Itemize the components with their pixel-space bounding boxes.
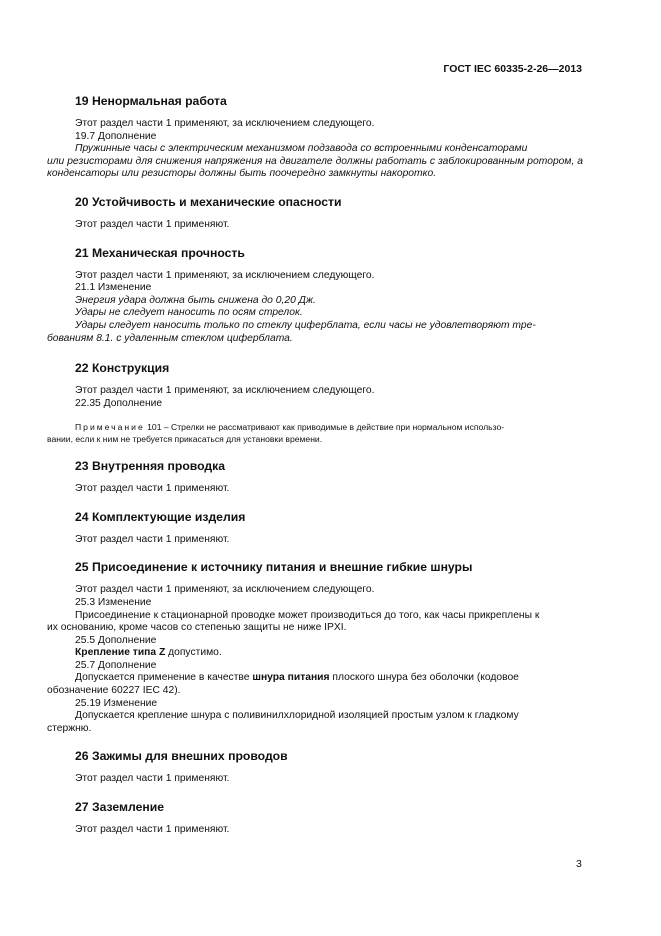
paragraph-italic: Пружинные часы с электрическим механизмом подзавода со встроенными конденсаторами bbox=[75, 143, 528, 155]
note-continued: вании, если к ним не требуется прикасаться для установки времени. bbox=[47, 433, 323, 444]
section-25 bbox=[47, 560, 583, 735]
term-bold: Крепление типа Z bbox=[75, 647, 166, 659]
section-19 bbox=[47, 94, 583, 181]
section-heading: 27 Заземление bbox=[75, 800, 165, 815]
note-label: Примечание bbox=[75, 422, 145, 433]
paragraph bbox=[75, 672, 583, 685]
paragraph: Этот раздел части 1 применяют, за исключением следующего. bbox=[75, 584, 375, 596]
page-number: 3 bbox=[576, 858, 582, 870]
paragraph: Этот раздел части 1 применяют, за исключением следующего. bbox=[75, 269, 375, 281]
note bbox=[75, 422, 583, 433]
subclause-label: 25.19 Изменение bbox=[75, 697, 158, 709]
section-heading: 22 Конструкция bbox=[75, 361, 170, 376]
paragraph-text: плоского шнура без оболочки (кодовое bbox=[329, 672, 519, 684]
paragraph: Этот раздел части 1 применяют, за исключением следующего. bbox=[75, 118, 375, 129]
paragraph: Этот раздел части 1 применяют. bbox=[75, 773, 230, 785]
section-heading: 25 Присоединение к источнику питания и внешние гибкие шнуры bbox=[75, 560, 473, 575]
section-23 bbox=[75, 459, 583, 496]
section-26 bbox=[75, 749, 583, 786]
paragraph: Этот раздел части 1 применяют. bbox=[75, 533, 230, 545]
paragraph-italic-continued: бованиям 8.1. с удаленным стеклом циферблата. bbox=[47, 332, 293, 344]
subclause-label: 19.7 Дополнение bbox=[75, 130, 157, 142]
paragraph-text: допустимо. bbox=[165, 647, 222, 659]
subclause-label: 21.1 Изменение bbox=[75, 282, 152, 294]
paragraph: Этот раздел части 1 применяют. bbox=[75, 218, 230, 230]
paragraph-continued: их основанию, кроме часов со степенью защиты не ниже IPXI. bbox=[47, 622, 347, 634]
subclause-label: 25.7 Дополнение bbox=[75, 659, 157, 671]
paragraph: Допускается крепление шнура с поливинилхлоридной изоляцией простым узлом к гладкому bbox=[75, 710, 519, 722]
section-heading: 24 Комплектующие изделия bbox=[75, 509, 246, 524]
paragraph: Присоединение к стационарной проводке может производиться до того, как часы прикреплены к bbox=[75, 609, 540, 621]
paragraph: Этот раздел части 1 применяют. bbox=[75, 483, 230, 495]
paragraph bbox=[75, 647, 583, 660]
term-bold: шнура питания bbox=[252, 672, 330, 684]
paragraph-continued: обозначение 60227 IEC 42). bbox=[47, 685, 181, 697]
section-heading: 21 Механическая прочность bbox=[75, 245, 245, 260]
subclause-label: 22.35 Дополнение bbox=[75, 397, 163, 409]
section-heading: 26 Зажимы для внешних проводов bbox=[75, 749, 288, 764]
paragraph-italic: Удары не следует наносить по осям стрелок. bbox=[75, 307, 303, 319]
section-22 bbox=[47, 361, 583, 445]
document-code: ГОСТ IEC 60335-2-26—2013 bbox=[443, 63, 582, 75]
section-24 bbox=[75, 510, 583, 547]
note-text: 101 – Стрелки не рассматривают как приводимые в действие при нормальном использо- bbox=[144, 422, 505, 433]
document-body bbox=[47, 94, 583, 848]
paragraph-italic-continued: или резисторами для снижения напряжения на двигателе должны работать с заблокированным ротором, а конденсаторы или резисторы должны быть поочередно замкнуты накоротко. bbox=[47, 155, 583, 180]
paragraph: Этот раздел части 1 применяют. bbox=[75, 824, 230, 836]
paragraph-italic: Энергия удара должна быть снижена до 0,20 Дж. bbox=[75, 294, 316, 306]
section-heading: 19 Ненормальная работа bbox=[75, 94, 227, 108]
paragraph-continued: стержню. bbox=[47, 722, 92, 734]
paragraph-italic: Удары следует наносить только по стеклу циферблата, если часы не удовлетворяют тре- bbox=[75, 319, 536, 331]
paragraph-text: Допускается применение в качестве bbox=[75, 672, 253, 684]
subclause-label: 25.5 Дополнение bbox=[75, 634, 157, 646]
section-20 bbox=[75, 195, 583, 232]
subclause-label: 25.3 Изменение bbox=[75, 596, 152, 608]
section-27 bbox=[75, 800, 583, 837]
section-heading: 20 Устойчивость и механические опасности bbox=[75, 194, 342, 209]
section-heading: 23 Внутренняя проводка bbox=[75, 459, 226, 474]
paragraph: Этот раздел части 1 применяют, за исключением следующего. bbox=[75, 385, 375, 397]
section-21 bbox=[47, 245, 583, 346]
